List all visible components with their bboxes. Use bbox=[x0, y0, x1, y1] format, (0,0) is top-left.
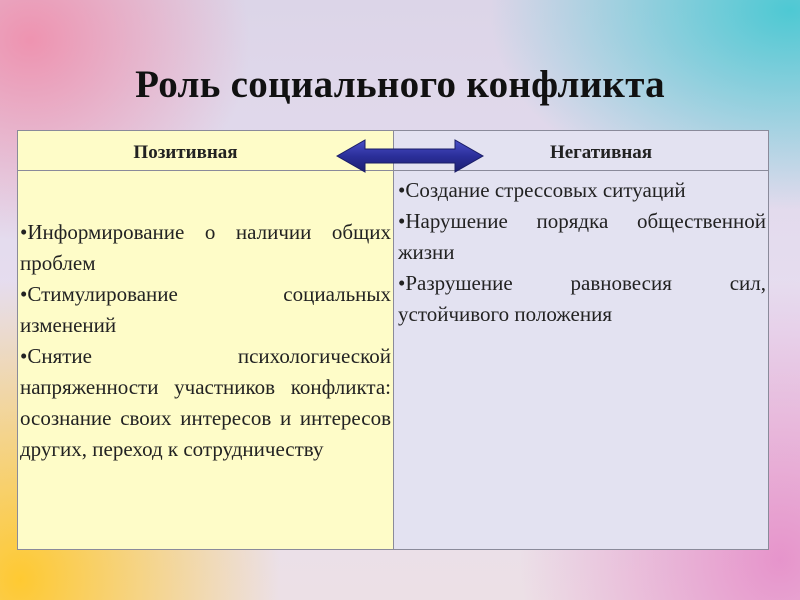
positive-header: Позитивная bbox=[18, 131, 393, 171]
negative-header: Негативная bbox=[394, 131, 768, 171]
double-headed-arrow-icon bbox=[335, 138, 485, 174]
list-item: •Создание стрессовых ситуаций bbox=[398, 178, 686, 202]
list-item: •Нарушение порядка общественной жизни bbox=[398, 209, 766, 264]
comparison-table bbox=[17, 130, 769, 550]
list-item: •Снятие психологической напряженности участников конфликта: осознание своих интересов и интересов других, переход к сотрудничеству bbox=[20, 344, 391, 461]
slide-title: Роль социального конфликта bbox=[135, 63, 665, 106]
positive-column bbox=[18, 131, 394, 549]
positive-list bbox=[18, 171, 393, 465]
negative-list bbox=[394, 171, 768, 330]
list-item: •Разрушение равновесия сил, устойчивого положения bbox=[398, 271, 766, 326]
negative-column bbox=[394, 131, 768, 549]
list-item: •Стимулирование социальных изменений bbox=[20, 282, 391, 337]
list-item: •Информирование о наличии общих проблем bbox=[20, 220, 391, 275]
